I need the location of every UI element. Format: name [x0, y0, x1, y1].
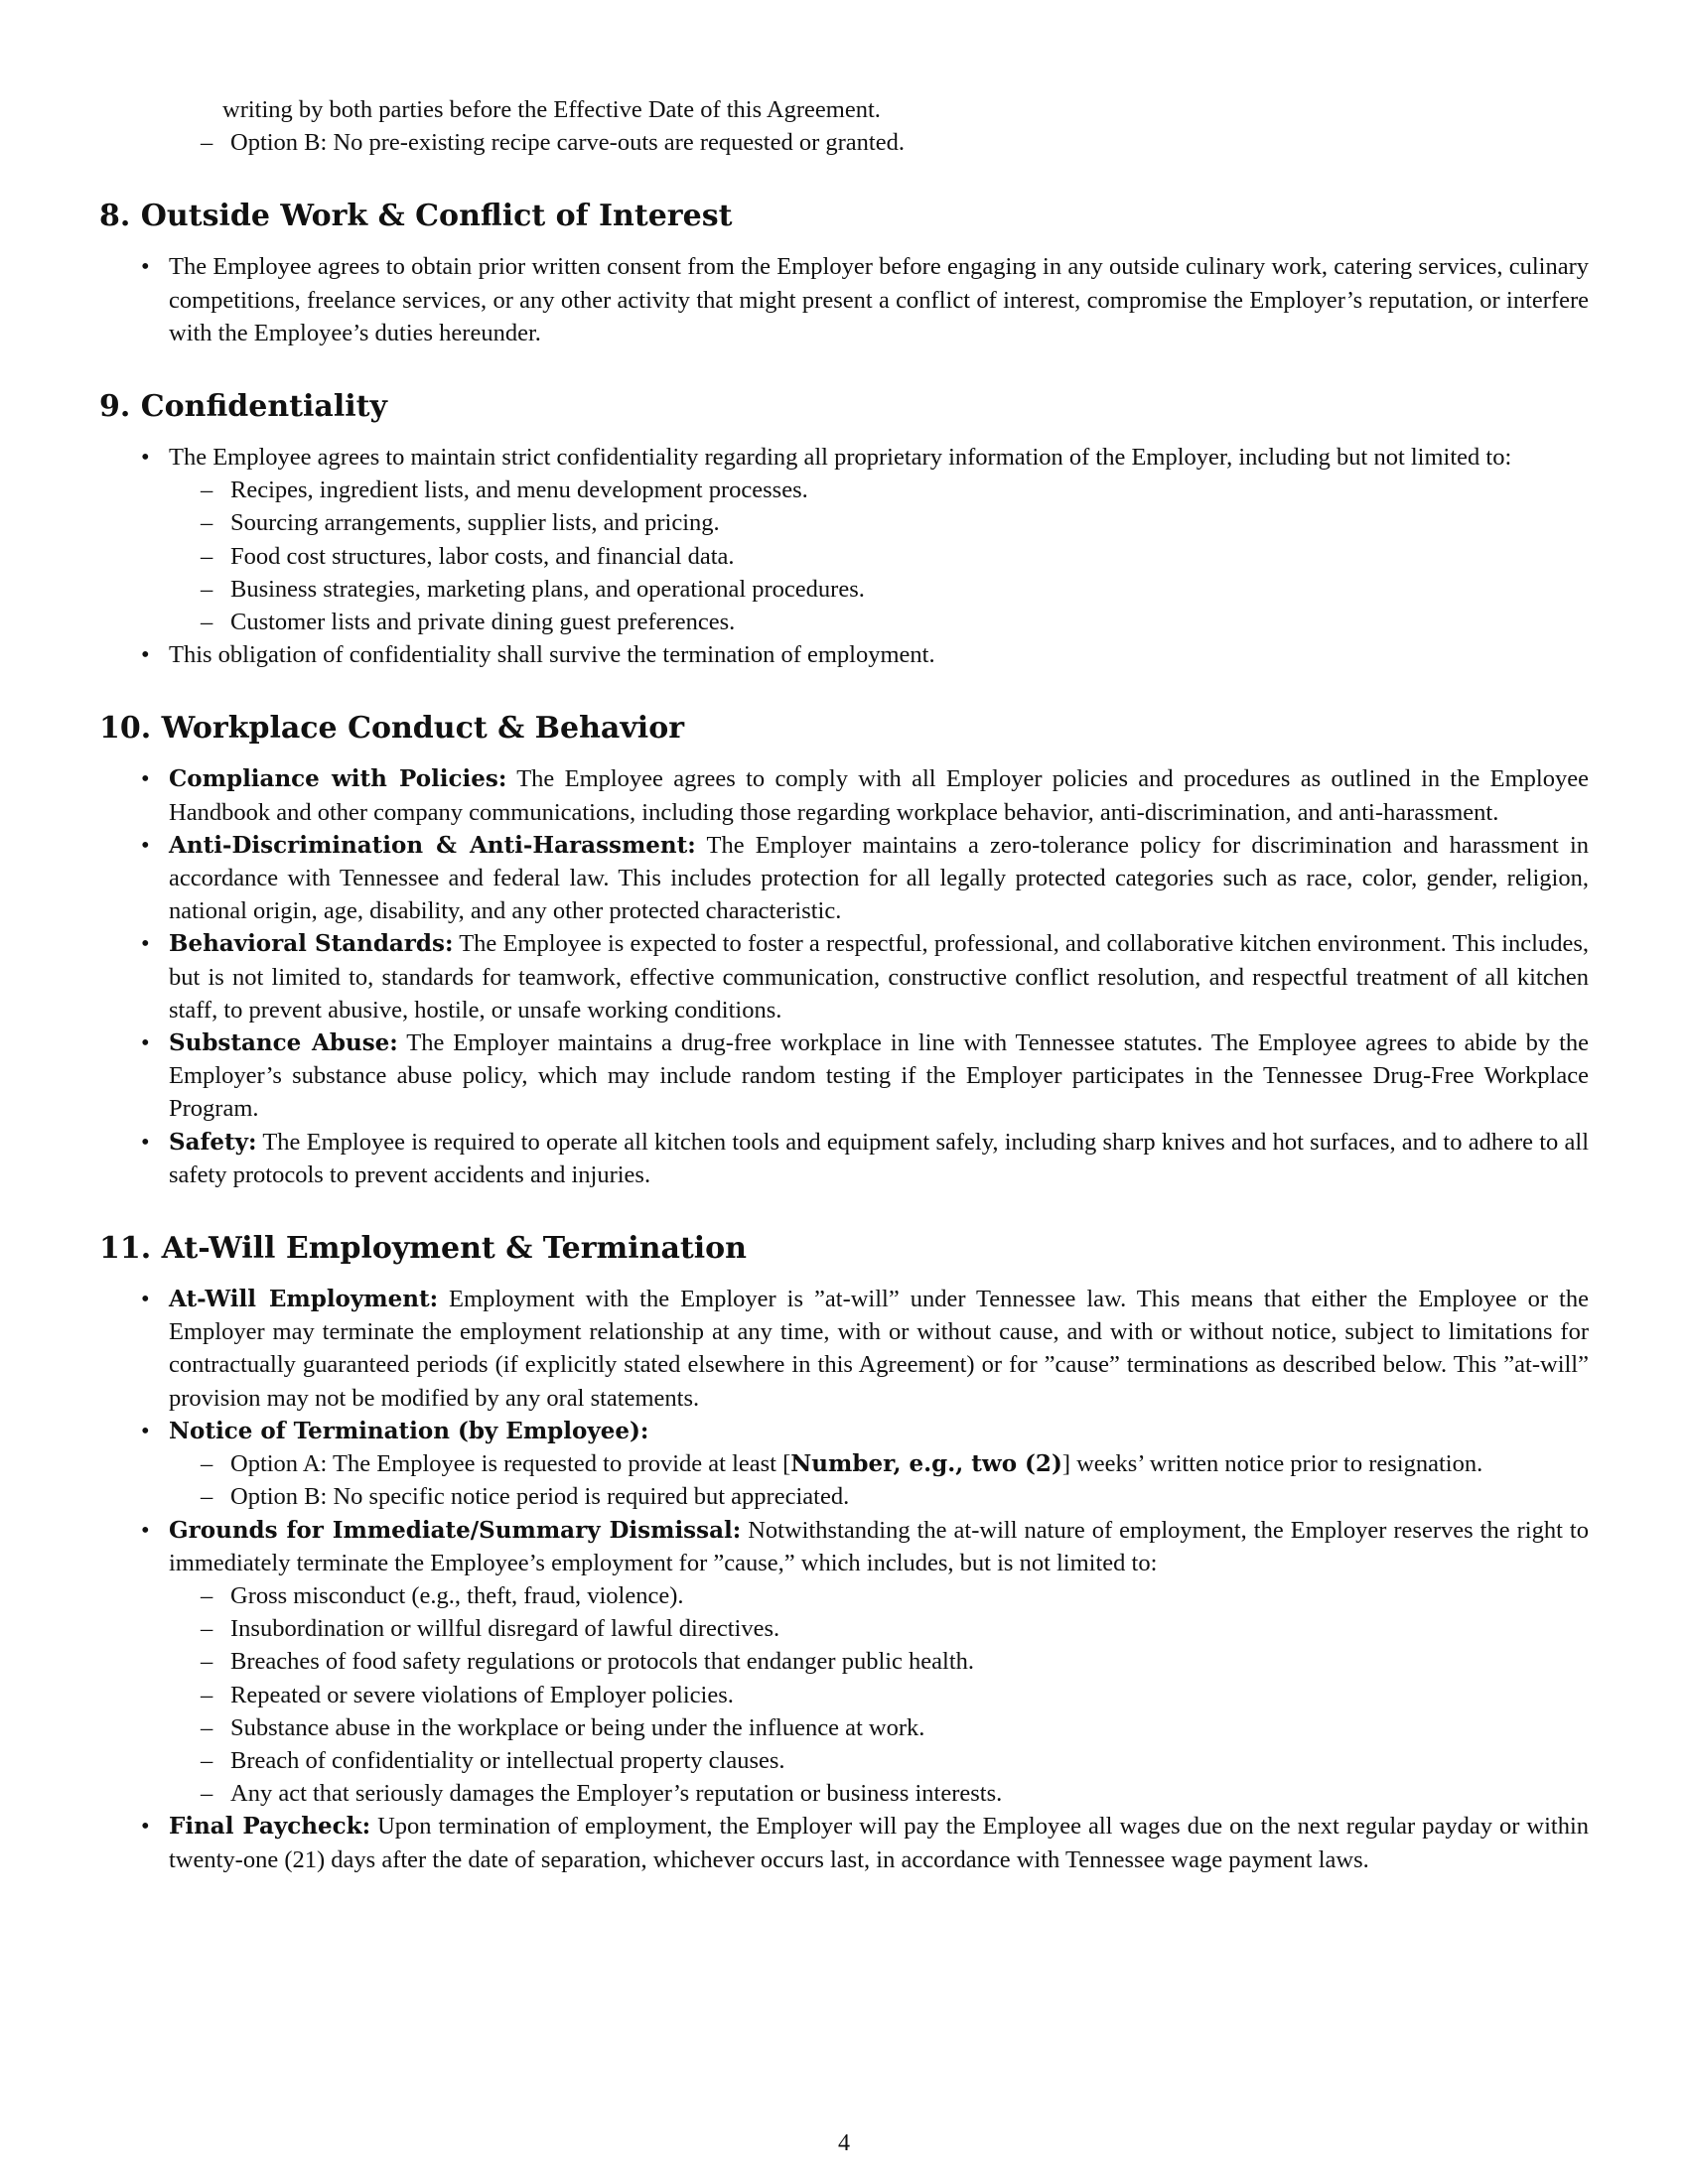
- item-text: Notwithstanding the at-will nature of employment, the Employer reserves the right to immediately terminate the Employee’s employment for ”cause,” which includes, but is not limited to:: [169, 1516, 1589, 1576]
- notice-option-b: – Option B: No specific notice period is required but appreciated.: [230, 1480, 1589, 1513]
- page-number: 4: [838, 2130, 850, 2156]
- list-item: – Any act that seriously damages the Employer’s reputation or business interests.: [230, 1777, 1589, 1810]
- section-11-list: [99, 1283, 1589, 1876]
- grounds-list: [169, 1579, 1589, 1810]
- item-text: The Employee agrees to comply with all Employer policies and procedures as outlined in the Employee Handbook and other company communications, including those regarding workplace behavior, anti-discrimination, and anti-harassment.: [169, 765, 1589, 826]
- item-lead: Substance Abuse:: [169, 1029, 398, 1057]
- confidential-items: [169, 474, 1589, 638]
- notice-option-a: [230, 1447, 1589, 1480]
- section-9-intro: The Employee agrees to maintain strict confidentiality regarding all proprietary information of the Employer, including but not limited to:: [169, 444, 1512, 472]
- option-a-pre: Option A: The Employee is requested to provide at least [: [230, 1450, 791, 1478]
- section-9-title: 9. Confidentiality: [99, 389, 387, 425]
- option-a-post: ] weeks’ written notice prior to resignation.: [1061, 1450, 1483, 1478]
- item-lead: Notice of Termination (by Employee):: [169, 1417, 649, 1444]
- section-10: [99, 709, 1589, 1191]
- item-text: The Employer maintains a zero-tolerance policy for discrimination and harassment in accordance with Tennessee and federal law. This includes protection for all legally protected categories such as race, color, gender, religion, national origin, age, disability, and any other protected characteristic.: [169, 831, 1590, 925]
- list-item: – Business strategies, marketing plans, and operational procedures.: [230, 573, 1589, 606]
- section-10-list: [99, 762, 1589, 1191]
- section-10-title: 10. Workplace Conduct & Behavior: [99, 711, 685, 747]
- item-lead: Final Paycheck:: [169, 1813, 371, 1841]
- substance-abuse-item: [169, 1026, 1589, 1126]
- section-8-item: • The Employee agrees to obtain prior written consent from the Employer before engaging in any outside culinary work, catering services, culinary competitions, freelance services, or any other activity that might present a conflict of interest, compromise the Employer’s reputation, or interfere with the Employee’s duties hereunder.: [169, 250, 1589, 349]
- section-11: [99, 1229, 1589, 1876]
- list-item: – Repeated or severe violations of Employer policies.: [230, 1679, 1589, 1711]
- section-9-list: [99, 441, 1589, 671]
- list-item: – Breach of confidentiality or intellectual property clauses.: [230, 1744, 1589, 1777]
- safety-item: [169, 1126, 1589, 1191]
- list-item: – Recipes, ingredient lists, and menu development processes.: [230, 474, 1589, 506]
- list-item: – Food cost structures, labor costs, and financial data.: [230, 540, 1589, 573]
- notice-options: [169, 1447, 1589, 1513]
- continuation-option-b: – Option B: No pre-existing recipe carve-outs are requested or granted.: [230, 126, 1589, 159]
- document-page: [99, 93, 1589, 1876]
- list-item: – Gross misconduct (e.g., theft, fraud, violence).: [230, 1579, 1589, 1612]
- item-lead: Compliance with Policies:: [169, 765, 507, 793]
- list-item: – Sourcing arrangements, supplier lists, and pricing.: [230, 506, 1589, 539]
- section-9: [99, 387, 1589, 671]
- grounds-item: [169, 1514, 1589, 1811]
- item-lead: Anti-Discrimination & Anti-Harassment:: [169, 831, 696, 859]
- item-lead: Safety:: [169, 1128, 257, 1156]
- item-text: The Employer maintains a drug-free workplace in line with Tennessee statutes. The Employee agrees to abide by the Employer’s substance abuse policy, which may include random testing if the Employer participates in the Tennessee Drug-Free Workplace Program.: [169, 1029, 1589, 1123]
- section-11-title: 11. At-Will Employment & Termination: [99, 1231, 747, 1267]
- list-item: – Substance abuse in the workplace or being under the influence at work.: [230, 1711, 1589, 1744]
- list-item: – Customer lists and private dining guest preferences.: [230, 606, 1589, 638]
- final-paycheck-item: [169, 1810, 1589, 1875]
- section-8-list: [99, 250, 1589, 349]
- compliance-item: [169, 762, 1589, 828]
- list-item: – Insubordination or willful disregard of lawful directives.: [230, 1612, 1589, 1645]
- continuation-list: [99, 93, 1589, 126]
- item-text: Employment with the Employer is ”at-will” under Tennessee law. This means that either the Employee or the Employer may terminate the employment relationship at any time, with or without cause, and with or without notice, subject to limitations for contractually guaranteed periods (if explicitly stated elsewhere in this Agreement) or for ”cause” terminations as described below. This ”at-will” provision may not be modified by any oral statements.: [169, 1286, 1589, 1412]
- continuation-options: [99, 126, 1589, 159]
- anti-discrimination-item: [169, 829, 1589, 928]
- section-8-title: 8. Outside Work & Conflict of Interest: [99, 199, 733, 234]
- section-8: [99, 197, 1589, 349]
- behavioral-standards-item: [169, 927, 1589, 1026]
- section-9-survival: • This obligation of confidentiality shall survive the termination of employment.: [169, 638, 1589, 671]
- continuation-line: writing by both parties before the Effective Date of this Agreement.: [222, 96, 881, 123]
- item-lead: Grounds for Immediate/Summary Dismissal:: [169, 1516, 742, 1544]
- notice-item: [169, 1415, 1589, 1514]
- at-will-item: [169, 1283, 1589, 1415]
- list-item: – Breaches of food safety regulations or protocols that endanger public health.: [230, 1645, 1589, 1678]
- item-text: The Employee is expected to foster a respectful, professional, and collaborative kitchen environment. This includes, but is not limited to, standards for teamwork, effective communication, constructive conflict resolution, and respectful treatment of all kitchen staff, to prevent abusive, hostile, or unsafe working conditions.: [169, 930, 1589, 1024]
- item-lead: At-Will Employment:: [169, 1286, 439, 1313]
- item-text: The Employee is required to operate all kitchen tools and equipment safely, including sharp knives and hot surfaces, and to adhere to all safety protocols to prevent accidents and injuries.: [169, 1128, 1589, 1188]
- option-a-placeholder: Number, e.g., two (2): [790, 1450, 1062, 1478]
- item-lead: Behavioral Standards:: [169, 930, 454, 958]
- item-text: Upon termination of employment, the Employer will pay the Employee all wages due on the next regular payday or within twenty-one (21) days after the date of separation, whichever occurs last, in accordance with Tennessee wage payment laws.: [169, 1813, 1590, 1873]
- section-9-item: [169, 441, 1589, 638]
